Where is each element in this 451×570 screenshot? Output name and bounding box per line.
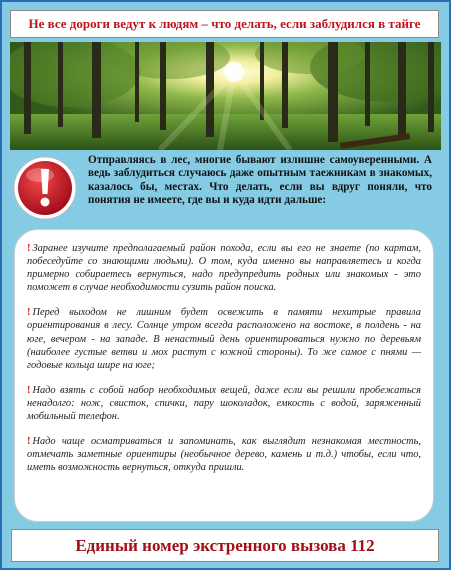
forest-sunlight-photo-icon — [10, 42, 441, 150]
tip-text: Заранее изучите предполагаемый район похода, если вы его не знаете (по картам, побеседуйте со знающими людьми). О том, куда именно вы направляетесь и когда примерно собираетесь вернуться, надо предупредить родных или знакомых - это поможет в случае необходимости сузить район поиска. — [27, 243, 421, 294]
tip-item — [27, 435, 421, 474]
tips-panel — [14, 229, 434, 522]
forest-photo — [10, 42, 441, 150]
emergency-banner — [11, 529, 439, 562]
title-banner — [10, 10, 439, 38]
tip-marker: ! — [27, 243, 31, 254]
intro-text: Отправляясь в лес, многие бывают излишне самоуверенными. А ведь заблудиться случаюсь даже опытным таежникам в знакомых, казалось бы, местах. Что делать, если вы вдруг поняли, что понятия не имеете, где вы и куда идти дальше: — [88, 154, 432, 207]
tip-text: Надо взять с собой набор необходимых вещей, даже если вы решили пробежаться ненадолго: нож, свисток, спички, пару шоколадок, емкость с водой, заряженный мобильный телефон. — [27, 384, 421, 423]
tip-text: Надо чаще осматриваться и запоминать, как выглядит незнакомая местность, отмечать заметные ориентиры (необычное дерево, камень и т.д.) чтобы, если что, иметь возможность вернуться, откуда пришли. — [27, 436, 421, 474]
page-title: Не все дороги ведут к людям – что делать, если заблудился в тайге — [28, 16, 421, 31]
tip-marker: ! — [27, 436, 31, 448]
tip-marker: ! — [27, 307, 31, 319]
warning-badge — [12, 155, 78, 221]
exclamation-warning-icon — [12, 155, 78, 221]
tip-text: Перед выходом не лишним будет освежить в памяти нехитрые правила ориентирования в лесу. Солнце утром всегда расположено на востоке, в полдень - на юге, вечером - на западе. В ненастный день ориентироваться нужно по деревьям (наиболее густые ветви и мох растут с южной стороны). То же самое с пнями — годовые кольца шире на юге; — [27, 307, 421, 371]
emergency-number-text: Единый номер экстренного вызова 112 — [75, 535, 375, 555]
tip-item — [27, 384, 421, 423]
tip-marker: ! — [27, 384, 31, 396]
tip-item — [27, 242, 421, 294]
tip-item — [27, 306, 421, 371]
